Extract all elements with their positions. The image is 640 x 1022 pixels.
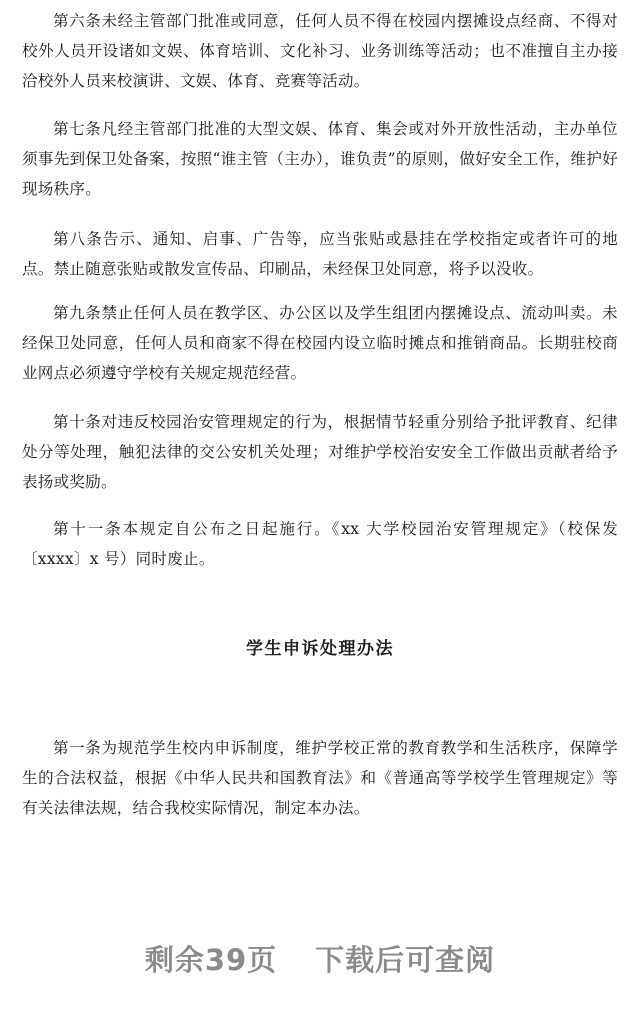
article-10-paragraph: 第十条对违反校园治安管理规定的行为，根据情节轻重分别给予批评教育、纪律处分等处理，触犯法律的交公安机关处理；对维护学校治安安全工作做出贡献者给予表扬或奖励。	[22, 413, 618, 491]
article-11-paragraph: 第十一条本规定自公布之日起施行。《xx 大学校园治安管理规定》（校保发〔xxxx〕x 号）同时废止。	[22, 520, 618, 568]
article-8-paragraph: 第八条告示、通知、启事、广告等，应当张贴或悬挂在学校指定或者许可的地点。禁止随意张贴或散发宣传品、印刷品，未经保卫处同意，将予以没收。	[22, 230, 618, 278]
appeal-article-1-paragraph: 第一条为规范学生校内申诉制度，维护学校正常的教育教学和生活秩序，保障学生的合法权益，根据《中华人民共和国教育法》和《普通高等学校学生管理规定》等有关法律法规，结合我校实际情况，制定本办法。	[22, 739, 618, 817]
article-7-paragraph: 第七条凡经主管部门批准的大型文娱、体育、集会或对外开放性活动，主办单位须事先到保卫处备案，按照“谁主管（主办），谁负责”的原则，做好安全工作，维护好现场秩序。	[22, 120, 618, 198]
download-hint-label: 下载后可查阅	[315, 943, 496, 977]
remaining-pages-label: 剩余39页	[144, 943, 278, 977]
article-9-paragraph: 第九条禁止任何人员在教学区、办公区以及学生组团内摆摊设点、流动叫卖。未经保卫处同意，任何人员和商家不得在校园内设立临时摊点和推销商品。长期驻校商业网点必须遵守学校有关规定规范经营。	[22, 304, 618, 382]
download-prompt[interactable]	[0, 938, 640, 979]
article-6-paragraph: 第六条未经主管部门批准或同意，任何人员不得在校园内摆摊设点经商、不得对校外人员开设诸如文娱、体育培训、文化补习、业务训练等活动；也不准擅自主办接洽校外人员来校演讲、文娱、体育、竞赛等活动。	[22, 12, 618, 90]
section-title: 学生申诉处理办法	[246, 639, 394, 659]
